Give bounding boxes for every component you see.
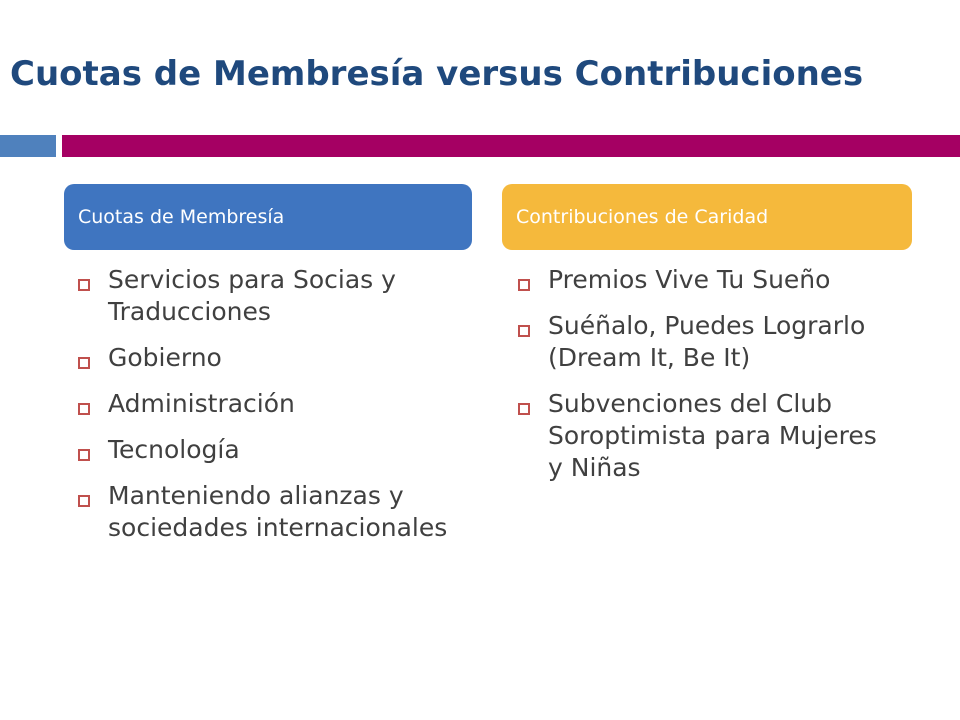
membership-dues-header: Cuotas de Membresía [64,184,472,250]
charitable-contributions-list [516,264,896,498]
charitable-contributions-header: Contribuciones de Caridad [502,184,912,250]
membership-dues-list [76,264,456,558]
list-item-label: Suéñalo, Puedes Lograrlo (Dream It, Be It) [548,311,866,372]
list-item-label: Subvenciones del Club Soroptimista para Mujeres y Niñas [548,389,877,482]
list-item-label: Gobierno [108,343,222,372]
square-bullet-icon [78,495,90,507]
list-item [76,434,456,466]
list-item-label: Servicios para Socias y Traducciones [108,265,396,326]
slide-title: Cuotas de Membresía versus Contribuciones [10,54,864,94]
list-item [516,388,896,484]
list-item [76,480,456,544]
list-item [76,264,456,328]
square-bullet-icon [78,279,90,291]
square-bullet-icon [78,449,90,461]
list-item [76,388,456,420]
list-item-label: Premios Vive Tu Sueño [548,265,831,294]
list-item [516,310,896,374]
list-item [516,264,896,296]
list-item-label: Manteniendo alianzas y sociedades internacionales [108,481,448,542]
list-item-label: Administración [108,389,295,418]
accent-bar-blue [0,135,56,157]
square-bullet-icon [518,403,530,415]
square-bullet-icon [78,357,90,369]
square-bullet-icon [78,403,90,415]
square-bullet-icon [518,279,530,291]
list-item [76,342,456,374]
accent-bar-magenta [62,135,960,157]
list-item-label: Tecnología [108,435,240,464]
square-bullet-icon [518,325,530,337]
